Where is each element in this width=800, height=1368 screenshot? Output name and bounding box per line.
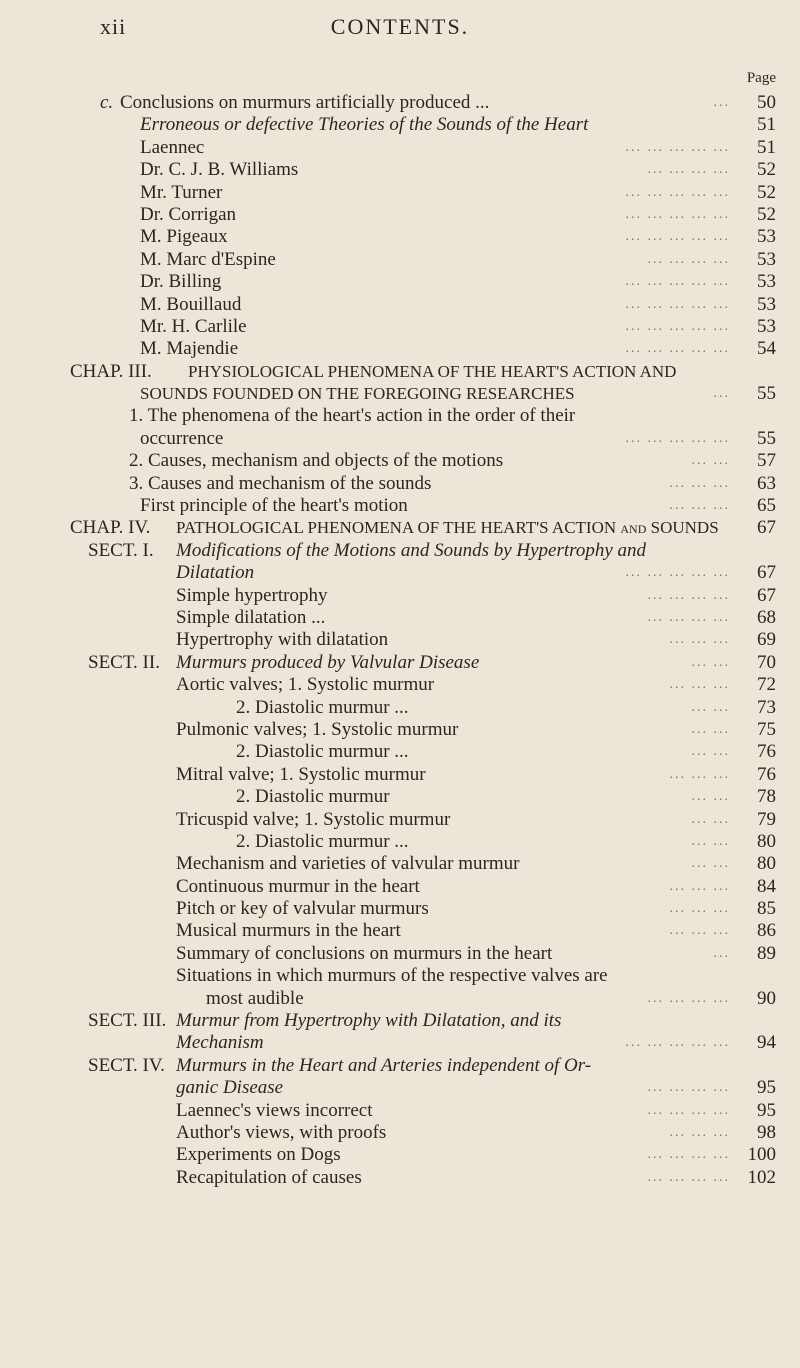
entry-title: Dr. Billing [140, 271, 222, 293]
entry-title: Laennec [140, 136, 205, 158]
chapter-label: CHAP. IV. [70, 517, 151, 539]
toc-entry [0, 249, 800, 271]
page-number: 55 [757, 427, 776, 449]
toc-entry [0, 1167, 800, 1189]
leader-dots: ... ... ... ... [647, 990, 730, 1006]
toc-entry [0, 652, 800, 674]
toc-entry [0, 294, 800, 316]
page-number: 55 [757, 383, 776, 405]
leader-dots: ... [713, 386, 730, 402]
entry-title: Experiments on Dogs [176, 1144, 341, 1166]
leader-dots: ... ... ... ... ... [625, 341, 730, 357]
toc-entry [0, 226, 800, 248]
entry-title: 2. Diastolic murmur ... [236, 741, 409, 763]
toc-entry [0, 786, 800, 808]
page-number: 52 [757, 181, 776, 203]
entry-title: 1. The phenomena of the heart's action in the order of their [129, 405, 576, 427]
leader-dots: ... ... ... [669, 901, 730, 917]
page-numeral: xii [100, 14, 127, 39]
entry-title: most audible [206, 987, 304, 1009]
entry-title: Hypertrophy with dilatation [176, 629, 389, 651]
leader-dots: ... ... ... [669, 1124, 730, 1140]
chapter-label: CHAP. III. [70, 360, 152, 382]
contents-list [0, 92, 800, 1189]
toc-entry [0, 495, 800, 517]
page-number: 53 [757, 226, 776, 248]
page-number: 52 [757, 159, 776, 181]
leader-dots: ... ... [691, 856, 730, 872]
leader-dots: ... ... ... [669, 632, 730, 648]
leader-dots: ... ... ... ... [647, 162, 730, 178]
page-number: 73 [757, 696, 776, 718]
page-number: 89 [757, 942, 776, 964]
leader-dots: ... ... ... [669, 677, 730, 693]
leader-dots: ... ... ... ... ... [625, 139, 730, 155]
entry-title: Aortic valves; 1. Systolic murmur [176, 674, 435, 696]
toc-entry [0, 92, 800, 114]
entry-title: Simple dilatation ... [176, 606, 326, 628]
page-number: 50 [757, 92, 776, 113]
toc-entry [0, 585, 800, 607]
page-number: 86 [757, 920, 776, 942]
toc-entry [0, 204, 800, 226]
page-number: 75 [757, 718, 776, 740]
leader-dots: ... ... ... ... ... [625, 229, 730, 245]
entry-title: 3. Causes and mechanism of the sounds [129, 472, 432, 494]
toc-entry [0, 1077, 800, 1099]
leader-dots: ... ... [691, 654, 730, 670]
toc-entry [0, 898, 800, 920]
entry-title: Continuous murmur in the heart [176, 875, 420, 897]
page-column-label: Page [746, 70, 776, 86]
toc-entry [0, 741, 800, 763]
page-number: 65 [757, 495, 776, 517]
entry-title: M. Pigeaux [140, 226, 228, 248]
toc-entry [0, 697, 800, 719]
page-number: 84 [757, 875, 776, 897]
toc-entry [0, 450, 800, 472]
leader-dots: ... [713, 95, 730, 110]
entry-title: Dilatation [176, 562, 255, 584]
leader-dots: ... ... ... ... ... [625, 184, 730, 200]
toc-entry [0, 338, 800, 360]
entry-title: M. Bouillaud [140, 293, 242, 315]
leader-dots: ... ... [691, 744, 730, 760]
page-number: 85 [757, 898, 776, 920]
entry-title: PATHOLOGICAL PHENOMENA OF THE HEART'S ACTION and SOUNDS [176, 518, 719, 538]
toc-entry [0, 383, 800, 405]
entry-title: Mitral valve; 1. Systolic murmur [176, 763, 426, 785]
page-number: 76 [757, 741, 776, 763]
leader-dots: ... ... [691, 453, 730, 469]
section-label: SECT. III. [88, 1010, 167, 1032]
leader-dots: ... ... ... [669, 766, 730, 782]
leader-dots: ... ... ... ... [647, 1080, 730, 1096]
entry-title: Mr. Turner [140, 181, 223, 203]
running-title: CONTENTS. [330, 14, 470, 39]
leader-dots: ... ... ... ... [647, 609, 730, 625]
page-number: 53 [757, 271, 776, 293]
entry-title: Situations in which murmurs of the respective valves are [176, 965, 608, 987]
entry-title: Mechanism and varieties of valvular murmur [176, 853, 520, 875]
toc-entry [0, 428, 800, 450]
entry-title: Tricuspid valve; 1. Systolic murmur [176, 808, 451, 830]
leader-dots: ... ... ... [669, 498, 730, 514]
entry-title: First principle of the heart's motion [140, 495, 408, 517]
entry-title: Author's views, with proofs [176, 1121, 387, 1143]
toc-entry [0, 876, 800, 898]
entry-title: Summary of conclusions on murmurs in the heart [176, 942, 553, 964]
leader-dots: ... ... ... ... [647, 1169, 730, 1185]
page-number: 90 [757, 987, 776, 1009]
leader-dots: ... ... ... ... ... [625, 430, 730, 446]
leader-dots: ... ... ... ... [647, 587, 730, 603]
toc-entry [0, 719, 800, 741]
toc-entry [0, 1032, 800, 1054]
leader-dots: ... ... ... [669, 878, 730, 894]
toc-entry [0, 1010, 800, 1032]
toc-entry [0, 540, 800, 562]
toc-entry [0, 764, 800, 786]
page-number: 98 [757, 1121, 776, 1143]
toc-entry [0, 1122, 800, 1144]
page-number: 80 [757, 853, 776, 875]
toc-entry [0, 988, 800, 1010]
entry-title: Simple hypertrophy [176, 584, 328, 606]
entry-title: Recapitulation of causes [176, 1166, 362, 1188]
page-number: 67 [757, 562, 776, 584]
page-number: 67 [757, 584, 776, 606]
page-number: 94 [757, 1032, 776, 1054]
leader-dots: ... ... ... ... [647, 1147, 730, 1163]
toc-entry [0, 943, 800, 965]
toc-entry [0, 1144, 800, 1166]
entry-title: 2. Diastolic murmur [236, 786, 390, 808]
leader-dots: ... ... ... ... [647, 1102, 730, 1118]
page-number: 52 [757, 203, 776, 225]
section-label: SECT. II. [88, 651, 160, 673]
toc-entry [0, 1055, 800, 1077]
page-number: 53 [757, 315, 776, 337]
leader-dots: ... ... ... [669, 475, 730, 491]
entry-title: Dr. C. J. B. Williams [140, 159, 299, 181]
leader-dots: ... ... ... ... [647, 251, 730, 267]
leader-dots: ... ... [691, 789, 730, 805]
toc-entry [0, 920, 800, 942]
page-number: 72 [757, 674, 776, 696]
entry-title: 2. Diastolic murmur ... [236, 830, 409, 852]
toc-entry [0, 473, 800, 495]
section-label: SECT. I. [88, 539, 154, 561]
toc-entry [0, 114, 800, 136]
entry-title: SOUNDS FOUNDED ON THE FOREGOING RESEARCHES [140, 384, 575, 404]
leader-dots: ... ... ... ... ... [625, 565, 730, 581]
toc-entry [0, 316, 800, 338]
entry-title: M. Majendie [140, 338, 239, 360]
entry-title: Musical murmurs in the heart [176, 920, 401, 942]
page-number: 69 [757, 629, 776, 651]
page-number: 51 [757, 114, 776, 136]
entry-title: Laennec's views incorrect [176, 1099, 373, 1121]
toc-entry [0, 562, 800, 584]
toc-entry [0, 405, 800, 427]
entry-title: 2. Diastolic murmur ... [236, 696, 409, 718]
entry-title: occurrence [140, 427, 224, 449]
leader-dots: ... ... ... ... ... [625, 1035, 730, 1051]
toc-entry [0, 809, 800, 831]
toc-entry [0, 674, 800, 696]
entry-title: Murmur from Hypertrophy with Dilatation, and its [176, 1010, 562, 1032]
page-number: 95 [757, 1099, 776, 1121]
page-number: 57 [757, 450, 776, 472]
page-number: 63 [757, 472, 776, 494]
page-number: 78 [757, 786, 776, 808]
leader-dots: ... ... [691, 833, 730, 849]
page-number: 53 [757, 293, 776, 315]
entry-title: Mechanism [176, 1032, 264, 1054]
entry-title: ganic Disease [176, 1077, 284, 1099]
page-number: 68 [757, 606, 776, 628]
page-number: 53 [757, 248, 776, 270]
entry-title: Dr. Corrigan [140, 203, 237, 225]
leader-dots: ... ... [691, 699, 730, 715]
entry-title: 2. Causes, mechanism and objects of the motions [129, 450, 504, 472]
leader-dots: ... ... ... ... ... [625, 206, 730, 222]
toc-entry [0, 159, 800, 181]
entry-title: M. Marc d'Espine [140, 248, 276, 270]
page-number: 67 [757, 517, 776, 539]
entry-title: Pitch or key of valvular murmurs [176, 898, 429, 920]
toc-entry [0, 182, 800, 204]
entry-title: Modifications of the Motions and Sounds by Hypertrophy and [176, 539, 647, 561]
page-number: 102 [747, 1166, 776, 1188]
entry-title: Murmurs produced by Valvular Disease [176, 651, 480, 673]
toc-entry [0, 1100, 800, 1122]
toc-entry [0, 361, 800, 383]
page-number: 54 [757, 338, 776, 360]
page-number: 70 [757, 651, 776, 673]
entry-title: Mr. H. Carlile [140, 315, 247, 337]
leader-dots: ... ... ... ... ... [625, 296, 730, 312]
page-number: 80 [757, 830, 776, 852]
toc-entry [0, 629, 800, 651]
toc-entry [0, 853, 800, 875]
entry-title: Murmurs in the Heart and Arteries independent of Or- [176, 1054, 592, 1076]
toc-entry [0, 137, 800, 159]
toc-entry [0, 517, 800, 539]
toc-entry [0, 965, 800, 987]
leader-dots: ... ... ... [669, 923, 730, 939]
section-label: SECT. IV. [88, 1054, 165, 1076]
entry-title: Erroneous or defective Theories of the Sounds of the Heart [140, 114, 589, 136]
page-number: 51 [757, 136, 776, 158]
toc-entry [0, 607, 800, 629]
toc-entry [0, 271, 800, 293]
page-number: 76 [757, 763, 776, 785]
page-number: 79 [757, 808, 776, 830]
page-number: 95 [757, 1077, 776, 1099]
leader-dots: ... ... [691, 721, 730, 737]
leader-dots: ... ... ... ... ... [625, 318, 730, 334]
item-label: c. [100, 92, 114, 113]
toc-entry [0, 831, 800, 853]
leader-dots: ... ... [691, 811, 730, 827]
leader-dots: ... ... ... ... ... [625, 274, 730, 290]
page-number: 100 [747, 1144, 776, 1166]
entry-title: Pulmonic valves; 1. Systolic murmur [176, 718, 459, 740]
leader-dots: ... [713, 945, 730, 961]
entry-title: Conclusions on murmurs artificially produced ... [120, 92, 490, 113]
entry-title: PHYSIOLOGICAL PHENOMENA OF THE HEART'S ACTION AND [188, 361, 677, 381]
